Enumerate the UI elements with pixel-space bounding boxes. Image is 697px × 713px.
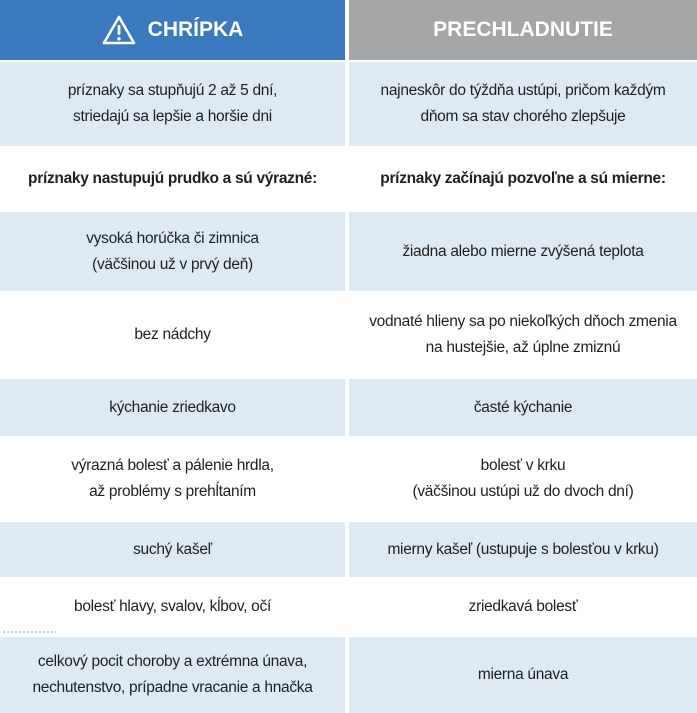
row-1-left: príznaky nastupujú prudko a sú výrazné: [0,148,345,210]
row-8-left: celkový pocit choroby a extrémna únava, nechutenstvo, prípadne vracanie a hnačka [0,637,345,713]
row-3-left: bez nádchy [0,293,345,377]
row-2-left: vysoká horúčka či zimnica (väčšinou už v prvý deň) [0,212,345,291]
row-0-left: príznaky sa stupňujú 2 až 5 dní, striedajú sa lepšie a horšie dni [0,62,345,146]
row-6-right: mierny kašeľ (ustupuje s bolesťou v krku) [349,522,697,577]
row-4-right: časté kýchanie [349,379,697,436]
row-0-right: najneskôr do týždňa ustúpi, pričom každým dňom sa stav chorého zlepšuje [349,62,697,146]
row-6-left: suchý kašeľ [0,522,345,577]
row-5-left: výrazná bolesť a pálenie hrdla, až problémy s prehĺtaním [0,438,345,520]
row-7-right: zriedkavá bolesť [349,579,697,635]
row-8-right: mierna únava [349,637,697,713]
row-7-left: bolesť hlavy, svalov, kĺbov, očí [0,579,345,635]
header-left-chripka [0,0,345,60]
row-1-right: príznaky začínajú pozvoľne a sú mierne: [349,148,697,210]
row-2-right: žiadna alebo mierne zvýšená teplota [349,212,697,291]
row-5-right: bolesť v krku (väčšinou ustúpi už do dvoch dní) [349,438,697,520]
warning-triangle-icon [102,15,136,45]
header-right-title: PRECHLADNUTIE [433,18,613,41]
header-left-title: CHRÍPKA [147,18,244,41]
row-3-right: vodnaté hlieny sa po niekoľkých dňoch zmenia na hustejšie, až úplne zmiznú [349,293,697,377]
decorative-dots [2,630,56,634]
row-4-left: kýchanie zriedkavo [0,379,345,436]
header-right-prechladnutie [349,0,697,60]
